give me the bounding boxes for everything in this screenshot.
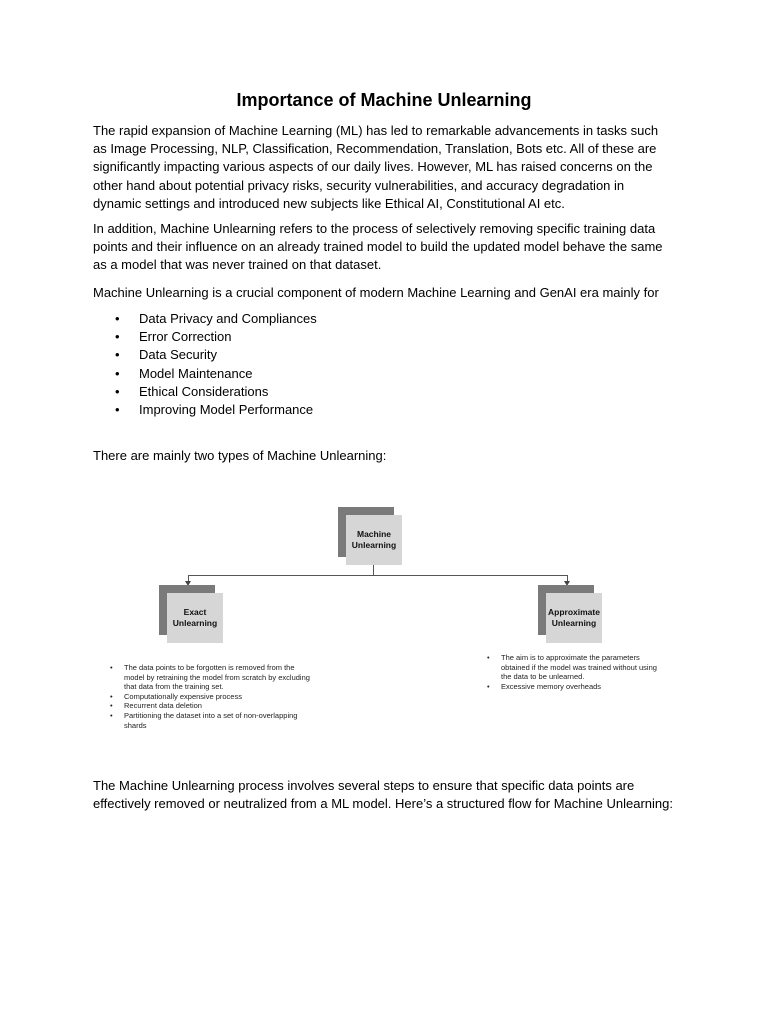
definition-paragraph: In addition, Machine Unlearning refers to the process of selectively removing specific training data points and their influence on an already trained model to build the updated model behave the same as a model that was never trained on that dataset. (93, 221, 663, 273)
list-item: • Computationally expensive process (110, 692, 315, 702)
intro-paragraph: The rapid expansion of Machine Learning (ML) has led to remarkable advancements in tasks such as Image Processing, NLP, Classification, Recommendation, Translation, Bots etc. All of these are significantly impacting various aspects of our daily lives. However, ML has raised concerns on the other hand about potential privacy risks, security vulnerabilities, and accuracy degradation in dynamic settings and introduced new subjects like Ethical AI, Constitutional AI etc. (93, 123, 659, 211)
exact-unlearning-node: Exact Unlearning (167, 593, 223, 643)
importance-list (93, 310, 653, 419)
list-item: • Recurrent data deletion (110, 701, 315, 711)
list-item: • Ethical Considerations (93, 383, 653, 401)
closing-paragraph: The Machine Unlearning process involves several steps to ensure that specific data points are effectively removed or neutralized from a ML model. Here’s a structured flow for Machine Unlearning: (93, 778, 673, 812)
list-item: • Data Privacy and Compliances (93, 310, 653, 328)
exact-unlearning-points (110, 663, 315, 730)
list-item: • The data points to be forgotten is removed from the model by retraining the model from scratch by excluding that data from the training set. (110, 663, 315, 692)
importance-paragraph: Machine Unlearning is a crucial component of modern Machine Learning and GenAI era mainly for (93, 285, 659, 300)
list-item: • Data Security (93, 346, 653, 364)
list-item: • Error Correction (93, 328, 653, 346)
list-item: • Improving Model Performance (93, 401, 653, 419)
types-intro: There are mainly two types of Machine Unlearning: (93, 448, 387, 463)
list-item: • The aim is to approximate the parameters obtained if the model was trained without using the data to be unlearned. (487, 653, 662, 682)
approximate-unlearning-node: Approximate Unlearning (546, 593, 602, 643)
document-title: Importance of Machine Unlearning (236, 90, 532, 110)
unlearning-types-diagram (0, 495, 768, 745)
list-item: • Excessive memory overheads (487, 682, 662, 692)
approximate-unlearning-points (487, 653, 662, 691)
list-item: • Model Maintenance (93, 365, 653, 383)
horizontal-connector (188, 575, 568, 576)
root-node: Machine Unlearning (346, 515, 402, 565)
list-item: • Partitioning the dataset into a set of non-overlapping shards (110, 711, 315, 730)
